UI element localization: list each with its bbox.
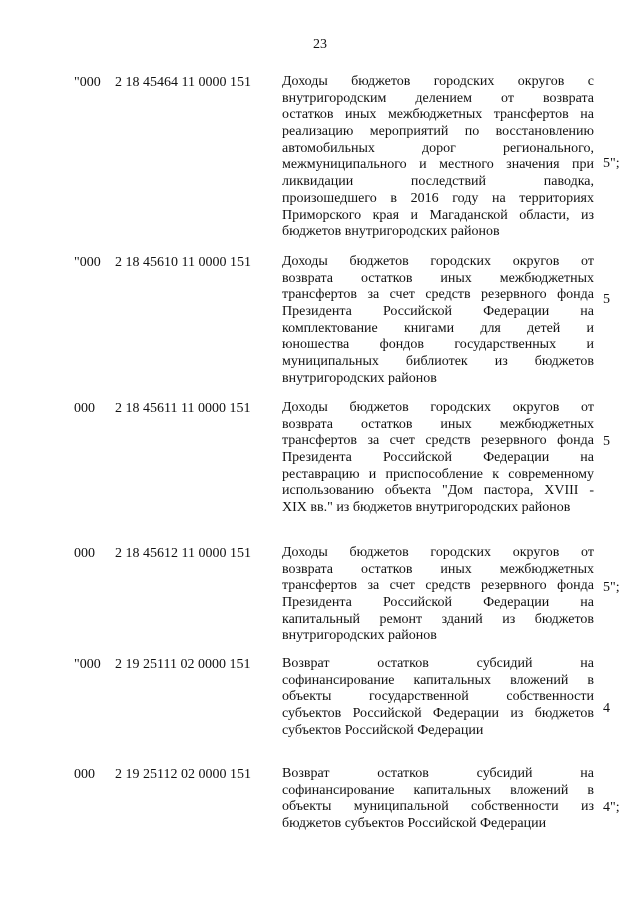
income-description — [282, 254, 594, 388]
description-line: реставрацию и приспособление к современному — [282, 466, 594, 482]
normative-percent: 5 — [603, 292, 610, 307]
description-line: комплектование книгами для детей и — [282, 320, 594, 336]
admin-code: 000 — [74, 546, 95, 561]
description-line: юношества фондов государственных и — [282, 337, 594, 353]
description-line: Возврат остатков субсидий на — [282, 766, 594, 781]
description-line: трансфертов за счет средств резервного фонда — [282, 578, 594, 594]
income-description — [282, 656, 594, 739]
description-line: софинансирование капитальных вложений в — [282, 672, 594, 688]
budget-classification-code: 2 18 45610 11 0000 151 — [115, 255, 251, 270]
description-line: внутригородских районов — [282, 370, 437, 386]
description-line: Приморского края и Магаданской области, из — [282, 207, 594, 223]
description-line: Доходы бюджетов городских округов с — [282, 74, 594, 89]
description-line: реализацию мероприятий по восстановлению — [282, 124, 594, 140]
description-line: использованию объекта "Дом пастора, XVIII - — [282, 483, 594, 499]
normative-percent: 5"; — [603, 156, 620, 171]
description-line: Возврат остатков субсидий на — [282, 656, 594, 671]
description-line: объекты муниципальной собственности из — [282, 799, 594, 815]
budget-classification-code: 2 18 45464 11 0000 151 — [115, 75, 251, 90]
description-line: субъектов Российской Федерации — [282, 722, 484, 738]
description-line: автомобильных дорог регионального, — [282, 140, 594, 156]
description-line: трансфертов за счет средств резервного фонда — [282, 287, 594, 303]
description-line: Президента Российской Федерации на — [282, 304, 594, 320]
description-line: Президента Российской Федерации на — [282, 595, 594, 611]
description-line: внутригородским делением от возврата — [282, 90, 594, 106]
description-line: Доходы бюджетов городских округов от — [282, 545, 594, 560]
admin-code: "000 — [74, 657, 101, 672]
description-line: остатков иных межбюджетных трансфертов на — [282, 107, 594, 123]
normative-percent: 5"; — [603, 580, 620, 595]
description-line: муниципальных библиотек из бюджетов — [282, 354, 594, 370]
admin-code: "000 — [74, 255, 101, 270]
description-line: межмуниципального и местного значения при — [282, 157, 594, 173]
description-line: Президента Российской Федерации на — [282, 450, 594, 466]
admin-code: "000 — [74, 75, 101, 90]
budget-classification-code: 2 18 45611 11 0000 151 — [115, 401, 251, 416]
income-description — [282, 74, 594, 241]
description-line: капитальный ремонт зданий из бюджетов — [282, 611, 594, 627]
admin-code: 000 — [74, 767, 95, 782]
description-line: возврата остатков иных межбюджетных — [282, 416, 594, 432]
budget-classification-code: 2 19 25112 02 0000 151 — [115, 767, 251, 782]
description-line: внутригородских районов — [282, 628, 437, 644]
normative-percent: 4"; — [603, 800, 620, 815]
income-description — [282, 545, 594, 645]
description-line: Доходы бюджетов городских округов от — [282, 400, 594, 415]
description-line: бюджетов субъектов Российской Федерации — [282, 816, 547, 832]
description-line: софинансирование капитальных вложений в — [282, 782, 594, 798]
description-line: трансфертов за счет средств резервного фонда — [282, 433, 594, 449]
normative-percent: 4 — [603, 701, 610, 716]
description-line: бюджетов внутригородских районов — [282, 224, 500, 240]
budget-classification-code: 2 18 45612 11 0000 151 — [115, 546, 251, 561]
normative-percent: 5 — [603, 434, 610, 449]
description-line: произошедшего в 2016 году на территориях — [282, 190, 594, 206]
description-line: возврата остатков иных межбюджетных — [282, 561, 594, 577]
description-line: Доходы бюджетов городских округов от — [282, 254, 594, 269]
page-number: 23 — [313, 37, 327, 52]
budget-classification-code: 2 19 25111 02 0000 151 — [115, 657, 251, 672]
description-line: объекты государственной собственности — [282, 689, 594, 705]
income-description — [282, 766, 594, 833]
description-line: субъектов Российской Федерации из бюджетов — [282, 706, 594, 722]
description-line: ликвидации последствий паводка, — [282, 174, 594, 190]
description-line: XIX вв." из бюджетов внутригородских районов — [282, 500, 571, 516]
income-description — [282, 400, 594, 517]
description-line: возврата остатков иных межбюджетных — [282, 270, 594, 286]
admin-code: 000 — [74, 401, 95, 416]
